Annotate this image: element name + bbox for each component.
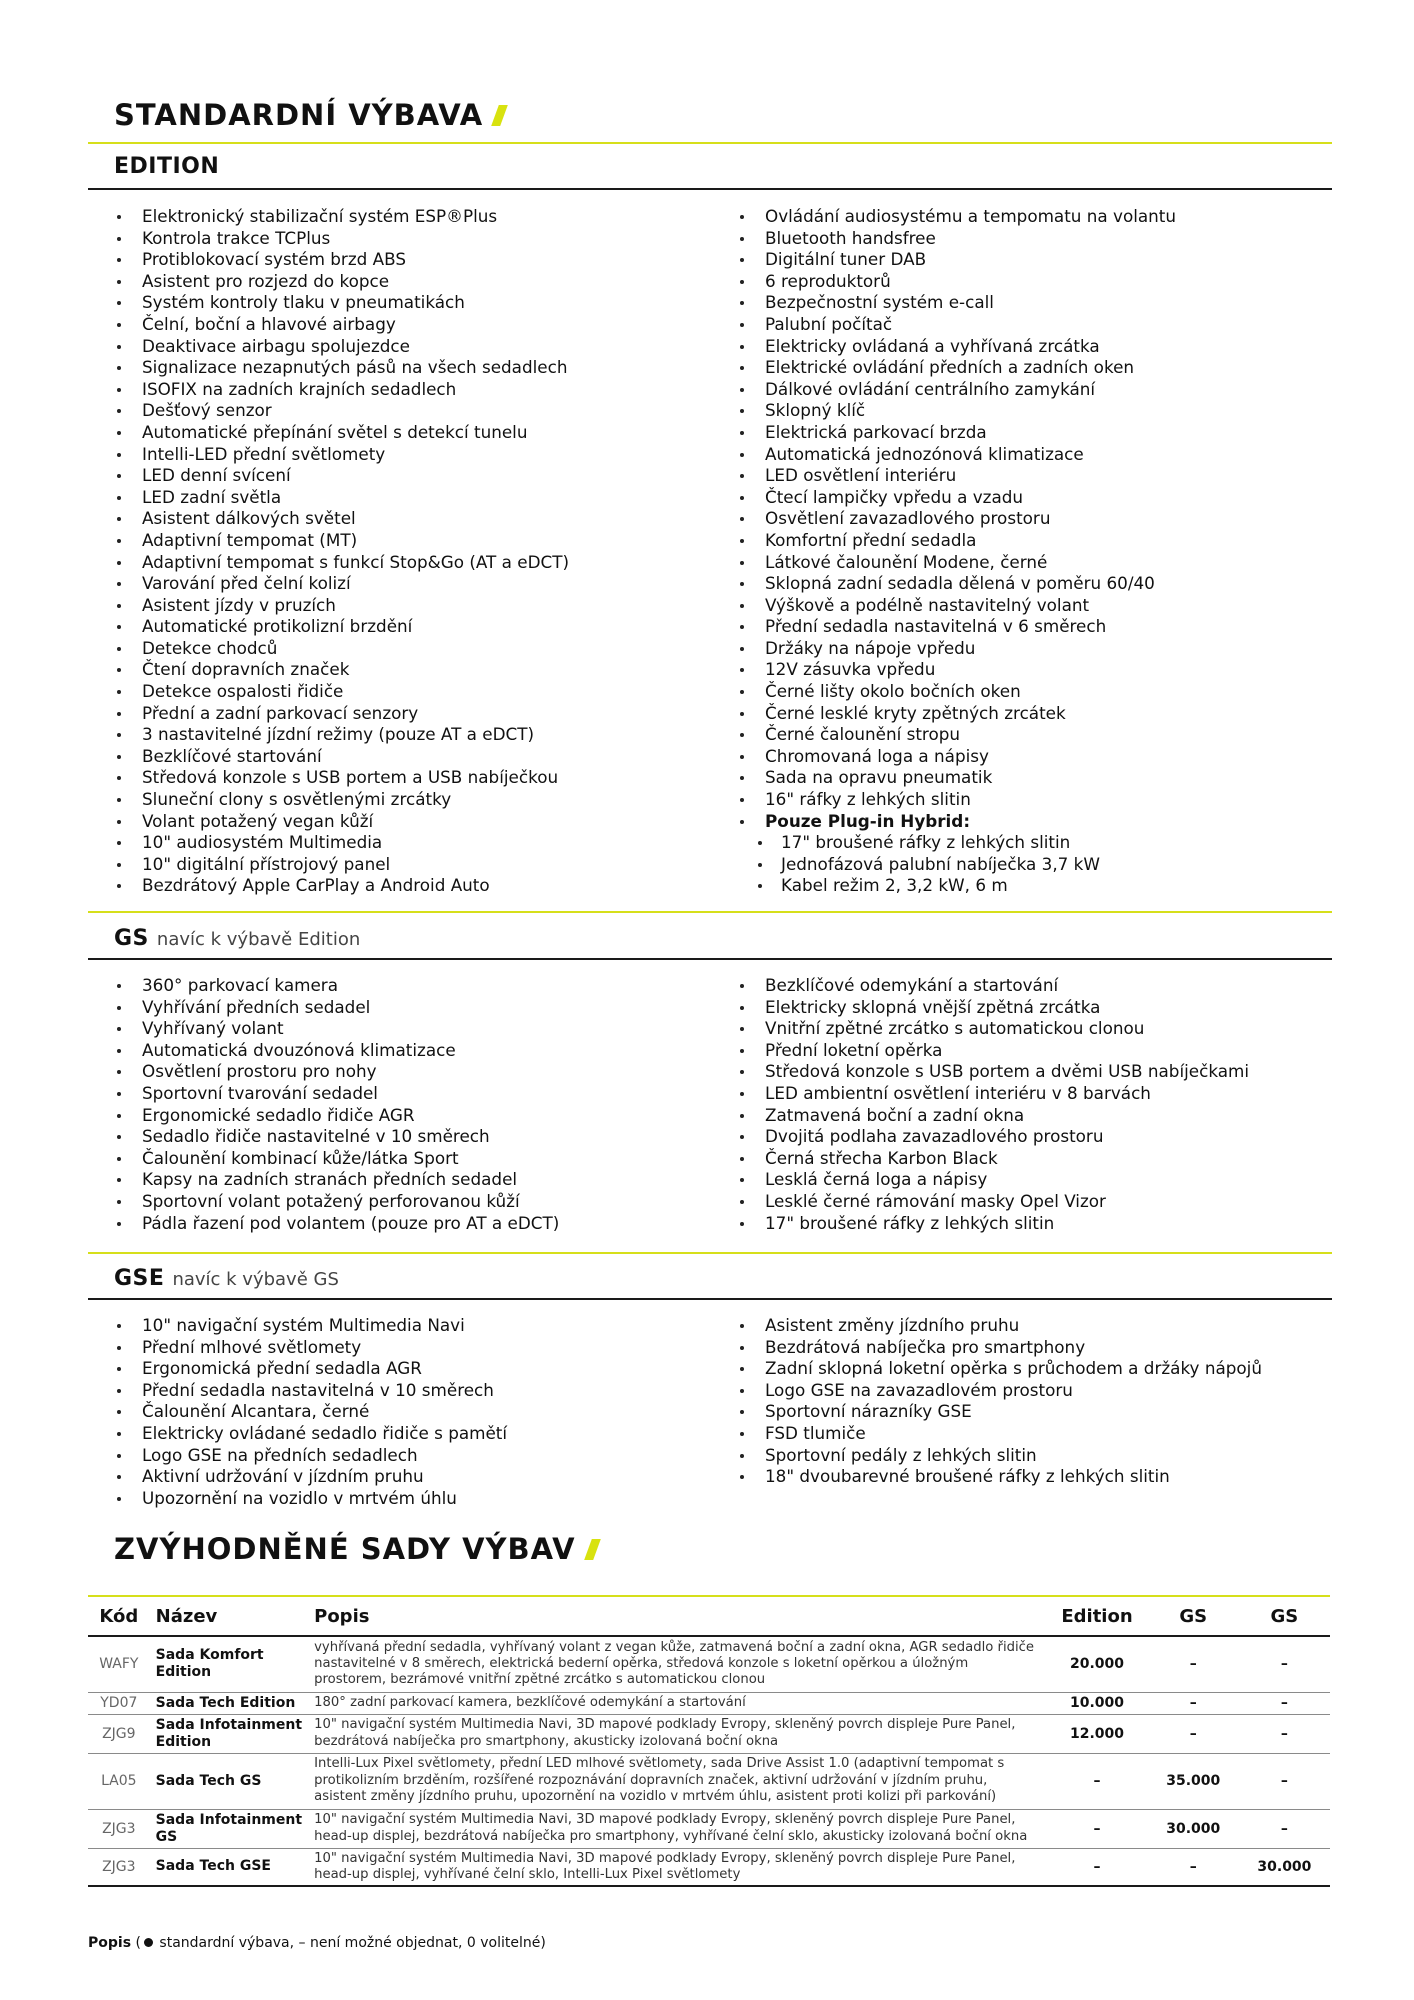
gs-divider (88, 958, 1332, 960)
list-item: Sklopný klíč (735, 400, 1176, 422)
gs-name: GS (114, 926, 149, 951)
price-edition: 20.000 (1046, 1636, 1147, 1692)
list-item: Automatická jednozónová klimatizace (735, 444, 1176, 466)
gs-left-list (112, 975, 559, 1234)
package-code: LA05 (88, 1753, 150, 1809)
package-name: Sada Tech GSE (150, 1848, 308, 1886)
list-item: Detekce chodců (112, 638, 569, 660)
package-name: Sada Infotainment Edition (150, 1714, 308, 1753)
price-gse: – (1239, 1636, 1330, 1692)
list-item: Vyhřívání předních sedadel (112, 997, 559, 1019)
list-item: Digitální tuner DAB (735, 249, 1176, 271)
list-item: Ovládání audiosystému a tempomatu na volantu (735, 206, 1176, 228)
list-item: Osvětlení prostoru pro nohy (112, 1061, 559, 1083)
list-item: Lesklé černé rámování masky Opel Vizor (735, 1191, 1249, 1213)
list-item: Logo GSE na předních sedadlech (112, 1445, 507, 1467)
price-gs: – (1148, 1636, 1239, 1692)
title-divider (88, 142, 1332, 144)
edition-right-column (735, 206, 1176, 897)
list-item: 16" ráfky z lehkých slitin (735, 789, 1176, 811)
list-item: Bezpečnostní systém e-call (735, 292, 1176, 314)
legend-text: standardní výbava, – není možné objednat, 0 volitelné) (159, 1935, 546, 1951)
list-item: Aktivní udržování v jízdním pruhu (112, 1466, 507, 1488)
table-row (88, 1809, 1330, 1848)
list-item: Zadní sklopná loketní opěrka s průchodem a držáky nápojů (735, 1358, 1262, 1380)
list-item: Elektrická parkovací brzda (735, 422, 1176, 444)
list-item: 6 reproduktorů (735, 271, 1176, 293)
price-edition: 12.000 (1046, 1714, 1147, 1753)
gs-subtitle: navíc k výbavě Edition (156, 929, 361, 950)
table-row (88, 1692, 1330, 1714)
list-item: Elektronický stabilizační systém ESP®Plus (112, 206, 569, 228)
list-item: Přední loketní opěrka (735, 1040, 1249, 1062)
list-item: Adaptivní tempomat s funkcí Stop&Go (AT a eDCT) (112, 552, 569, 574)
price-edition: – (1046, 1753, 1147, 1809)
price-gs: 30.000 (1148, 1809, 1239, 1848)
packages-title-text: ZVÝHODNĚNÉ SADY VÝBAV (114, 1532, 576, 1566)
list-item: Jednofázová palubní nabíječka 3,7 kW (735, 854, 1176, 876)
list-item: 360° parkovací kamera (112, 975, 559, 997)
list-item: Asistent dálkových světel (112, 508, 569, 530)
package-code: ZJG3 (88, 1809, 150, 1848)
list-item: Bezklíčové odemykání a startování (735, 975, 1249, 997)
package-desc: 10" navigační systém Multimedia Navi, 3D mapové podklady Evropy, skleněný povrch displeje Pure Panel, bezdrátová nabíječka pro smartphony, akusticky izolovaná boční okna (308, 1714, 1046, 1753)
edition-left-column (112, 206, 569, 897)
package-code: ZJG3 (88, 1848, 150, 1886)
list-item: Intelli-LED přední světlomety (112, 444, 569, 466)
list-item: LED zadní světla (112, 487, 569, 509)
col-header-gse: GS (1239, 1596, 1330, 1636)
package-desc: 10" navigační systém Multimedia Navi, 3D mapové podklady Evropy, skleněný povrch displeje Pure Panel, head-up displej, bezdrátová nabíječka pro smartphony, vyhřívané čelní sklo, akusticky izolovaná boční okna (308, 1809, 1046, 1848)
list-item: Vyhřívaný volant (112, 1018, 559, 1040)
list-item: 18" dvoubarevné broušené ráfky z lehkých slitin (735, 1466, 1262, 1488)
list-item: Vnitřní zpětné zrcátko s automatickou clonou (735, 1018, 1249, 1040)
list-item: Asistent jízdy v pruzích (112, 595, 569, 617)
list-item: Elektricky ovládaná a vyhřívaná zrcátka (735, 336, 1176, 358)
col-header-gs: GS (1148, 1596, 1239, 1636)
col-header-edition: Edition (1046, 1596, 1147, 1636)
gs-left-column (112, 975, 559, 1234)
gse-left-column (112, 1315, 507, 1509)
list-item: Palubní počítač (735, 314, 1176, 336)
col-header-desc: Popis (308, 1596, 1046, 1636)
bullet-dot-icon (144, 1938, 153, 1947)
list-item: 17" broušené ráfky z lehkých slitin (735, 832, 1176, 854)
list-item: Detekce ospalosti řidiče (112, 681, 569, 703)
packages-body (88, 1636, 1330, 1886)
list-item: Kontrola trakce TCPlus (112, 228, 569, 250)
list-item: Černé čalounění stropu (735, 724, 1176, 746)
list-item: Černé lesklé kryty zpětných zrcátek (735, 703, 1176, 725)
price-gse: – (1239, 1692, 1330, 1714)
price-gse: – (1239, 1714, 1330, 1753)
gse-right-column (735, 1315, 1262, 1488)
list-item: Adaptivní tempomat (MT) (112, 530, 569, 552)
list-item: Automatické protikolizní brzdění (112, 616, 569, 638)
list-item: Bezdrátová nabíječka pro smartphony (735, 1337, 1262, 1359)
gs-top-divider (88, 911, 1332, 913)
price-gs: – (1148, 1714, 1239, 1753)
list-item: Ergonomická přední sedadla AGR (112, 1358, 507, 1380)
list-item: Pádla řazení pod volantem (pouze pro AT a eDCT) (112, 1213, 559, 1235)
edition-divider (88, 188, 1332, 190)
list-item: LED denní svícení (112, 465, 569, 487)
gse-subtitle: navíc k výbavě GS (172, 1269, 339, 1290)
price-edition: – (1046, 1848, 1147, 1886)
package-desc: 180° zadní parkovací kamera, bezklíčové odemykání a startování (308, 1692, 1046, 1714)
gse-right-list (735, 1315, 1262, 1488)
list-item: LED osvětlení interiéru (735, 465, 1176, 487)
list-item: Látkové čalounění Modene, černé (735, 552, 1176, 574)
gse-top-divider (88, 1252, 1332, 1254)
package-desc: 10" navigační systém Multimedia Navi, 3D mapové podklady Evropy, skleněný povrch displeje Pure Panel, head-up displej, vyhřívané čelní sklo, Intelli-Lux Pixel světlomety (308, 1848, 1046, 1886)
list-item: Elektricky sklopná vnější zpětná zrcátka (735, 997, 1249, 1019)
list-item: Kapsy na zadních stranách předních sedadel (112, 1169, 559, 1191)
list-item: Výškově a podélně nastavitelný volant (735, 595, 1176, 617)
legend-label: Popis (88, 1935, 132, 1951)
list-item: 12V zásuvka vpředu (735, 659, 1176, 681)
list-item: Bezklíčové startování (112, 746, 569, 768)
list-item: Protiblokovací systém brzd ABS (112, 249, 569, 271)
col-header-name: Název (150, 1596, 308, 1636)
package-desc: Intelli-Lux Pixel světlomety, přední LED mlhové světlomety, sada Drive Assist 1.0 (adaptivní tempomat s protikolizním brzděním, rozšířené rozpoznávání dopravních značek, aktivní udržování v jízdním pruhu, asistent změny jízdního pruhu, upozornění na vozidlo v mrtvém úhlu, asistent proti kolizi při parkování) (308, 1753, 1046, 1809)
package-code: ZJG9 (88, 1714, 150, 1753)
table-row (88, 1848, 1330, 1886)
list-item: Komfortní přední sedadla (735, 530, 1176, 552)
price-gs: – (1148, 1692, 1239, 1714)
gse-divider (88, 1298, 1332, 1300)
list-item: Sportovní nárazníky GSE (735, 1401, 1262, 1423)
list-item: Asistent pro rozjezd do kopce (112, 271, 569, 293)
list-item: Deaktivace airbagu spolujezdce (112, 336, 569, 358)
list-item: Sportovní volant potažený perforovanou kůží (112, 1191, 559, 1213)
list-item: Přední sedadla nastavitelná v 10 směrech (112, 1380, 507, 1402)
list-item: Přední mlhové světlomety (112, 1337, 507, 1359)
price-edition: 10.000 (1046, 1692, 1147, 1714)
list-item: Sluneční clony s osvětlenými zrcátky (112, 789, 569, 811)
list-item: Přední sedadla nastavitelná v 6 směrech (735, 616, 1176, 638)
list-item: Čalounění kombinací kůže/látka Sport (112, 1148, 559, 1170)
gse-name: GSE (114, 1266, 165, 1291)
page-title-text: STANDARDNÍ VÝBAVA (114, 98, 484, 132)
price-gs: – (1148, 1848, 1239, 1886)
package-name: Sada Tech GS (150, 1753, 308, 1809)
hybrid-title: Pouze Plug-in Hybrid: (735, 811, 1176, 833)
list-item: Upozornění na vozidlo v mrtvém úhlu (112, 1488, 507, 1510)
list-item: Černé lišty okolo bočních oken (735, 681, 1176, 703)
packages-table (88, 1595, 1330, 1887)
list-item: Čelní, boční a hlavové airbagy (112, 314, 569, 336)
list-item: Zatmavená boční a zadní okna (735, 1105, 1249, 1127)
list-item: Černá střecha Karbon Black (735, 1148, 1249, 1170)
list-item: Středová konzole s USB portem a dvěmi USB nabíječkami (735, 1061, 1249, 1083)
table-row (88, 1636, 1330, 1692)
list-item: 17" broušené ráfky z lehkých slitin (735, 1213, 1249, 1235)
list-item: Kabel režim 2, 3,2 kW, 6 m (735, 875, 1176, 897)
list-item: Bluetooth handsfree (735, 228, 1176, 250)
list-item: Elektricky ovládané sedadlo řidiče s pamětí (112, 1423, 507, 1445)
packages-title (114, 1532, 597, 1566)
list-item: Sada na opravu pneumatik (735, 767, 1176, 789)
list-item: Čalounění Alcantara, černé (112, 1401, 507, 1423)
legend: Popis ( standardní výbava, – není možné objednat, 0 volitelné) (88, 1935, 546, 1951)
list-item: Logo GSE na zavazadlovém prostoru (735, 1380, 1262, 1402)
price-gse: 30.000 (1239, 1848, 1330, 1886)
edition-header (114, 154, 219, 179)
package-code: WAFY (88, 1636, 150, 1692)
list-item: LED ambientní osvětlení interiéru v 8 barvách (735, 1083, 1249, 1105)
gs-right-column (735, 975, 1249, 1234)
list-item: Signalizace nezapnutých pásů na všech sedadlech (112, 357, 569, 379)
list-item: Automatické přepínání světel s detekcí tunelu (112, 422, 569, 444)
list-item: Dálkové ovládání centrálního zamykání (735, 379, 1176, 401)
table-row (88, 1753, 1330, 1809)
list-item: Sedadlo řidiče nastavitelné v 10 směrech (112, 1126, 559, 1148)
list-item: Sportovní pedály z lehkých slitin (735, 1445, 1262, 1467)
list-item: Systém kontroly tlaku v pneumatikách (112, 292, 569, 314)
list-item: Lesklá černá loga a nápisy (735, 1169, 1249, 1191)
list-item: Elektrické ovládání předních a zadních oken (735, 357, 1176, 379)
list-item: 3 nastavitelné jízdní režimy (pouze AT a eDCT) (112, 724, 569, 746)
package-code: YD07 (88, 1692, 150, 1714)
list-item: FSD tlumiče (735, 1423, 1262, 1445)
col-header-code: Kód (88, 1596, 150, 1636)
list-item: Držáky na nápoje vpředu (735, 638, 1176, 660)
edition-left-list (112, 206, 569, 897)
packages-header-row (88, 1596, 1330, 1636)
list-item: Chromovaná loga a nápisy (735, 746, 1176, 768)
gs-right-list (735, 975, 1249, 1234)
gs-header (114, 926, 360, 951)
list-item: Ergonomické sedadlo řidiče AGR (112, 1105, 559, 1127)
list-item: Asistent změny jízdního pruhu (735, 1315, 1262, 1337)
price-gse: – (1239, 1753, 1330, 1809)
list-item: ISOFIX na zadních krajních sedadlech (112, 379, 569, 401)
page-title (114, 98, 504, 132)
list-item: Automatická dvouzónová klimatizace (112, 1040, 559, 1062)
package-name: Sada Tech Edition (150, 1692, 308, 1714)
price-edition: – (1046, 1809, 1147, 1848)
gse-header (114, 1266, 339, 1291)
list-item: Osvětlení zavazadlového prostoru (735, 508, 1176, 530)
list-item: 10" audiosystém Multimedia (112, 832, 569, 854)
package-name: Sada Komfort Edition (150, 1636, 308, 1692)
list-item: Přední a zadní parkovací senzory (112, 703, 569, 725)
list-item: Dešťový senzor (112, 400, 569, 422)
list-item: Dvojitá podlaha zavazadlového prostoru (735, 1126, 1249, 1148)
package-desc: vyhřívaná přední sedadla, vyhřívaný volant z vegan kůže, zatmavená boční a zadní okna, AGR sedadlo řidiče nastavitelné v 8 směrech, elektrická bederní opěrka, středová konzole s loketní opěrkou a úložným prostorem, bezrámové vnitřní zpětné zrcátko s automatickou clonou (308, 1636, 1046, 1692)
edition-right-list (735, 206, 1176, 897)
list-item: Sklopná zadní sedadla dělená v poměru 60/40 (735, 573, 1176, 595)
list-item: Středová konzole s USB portem a USB nabíječkou (112, 767, 569, 789)
accent-slash-icon (584, 1539, 601, 1560)
list-item: 10" digitální přístrojový panel (112, 854, 569, 876)
accent-slash-icon (491, 105, 508, 126)
list-item: 10" navigační systém Multimedia Navi (112, 1315, 507, 1337)
edition-name: EDITION (114, 154, 220, 179)
list-item: Bezdrátový Apple CarPlay a Android Auto (112, 875, 569, 897)
gse-left-list (112, 1315, 507, 1509)
table-row (88, 1714, 1330, 1753)
price-gs: 35.000 (1148, 1753, 1239, 1809)
list-item: Čtecí lampičky vpředu a vzadu (735, 487, 1176, 509)
list-item: Čtení dopravních značek (112, 659, 569, 681)
list-item: Sportovní tvarování sedadel (112, 1083, 559, 1105)
list-item: Varování před čelní kolizí (112, 573, 569, 595)
list-item: Volant potažený vegan kůží (112, 811, 569, 833)
price-gse: – (1239, 1809, 1330, 1848)
package-name: Sada Infotainment GS (150, 1809, 308, 1848)
